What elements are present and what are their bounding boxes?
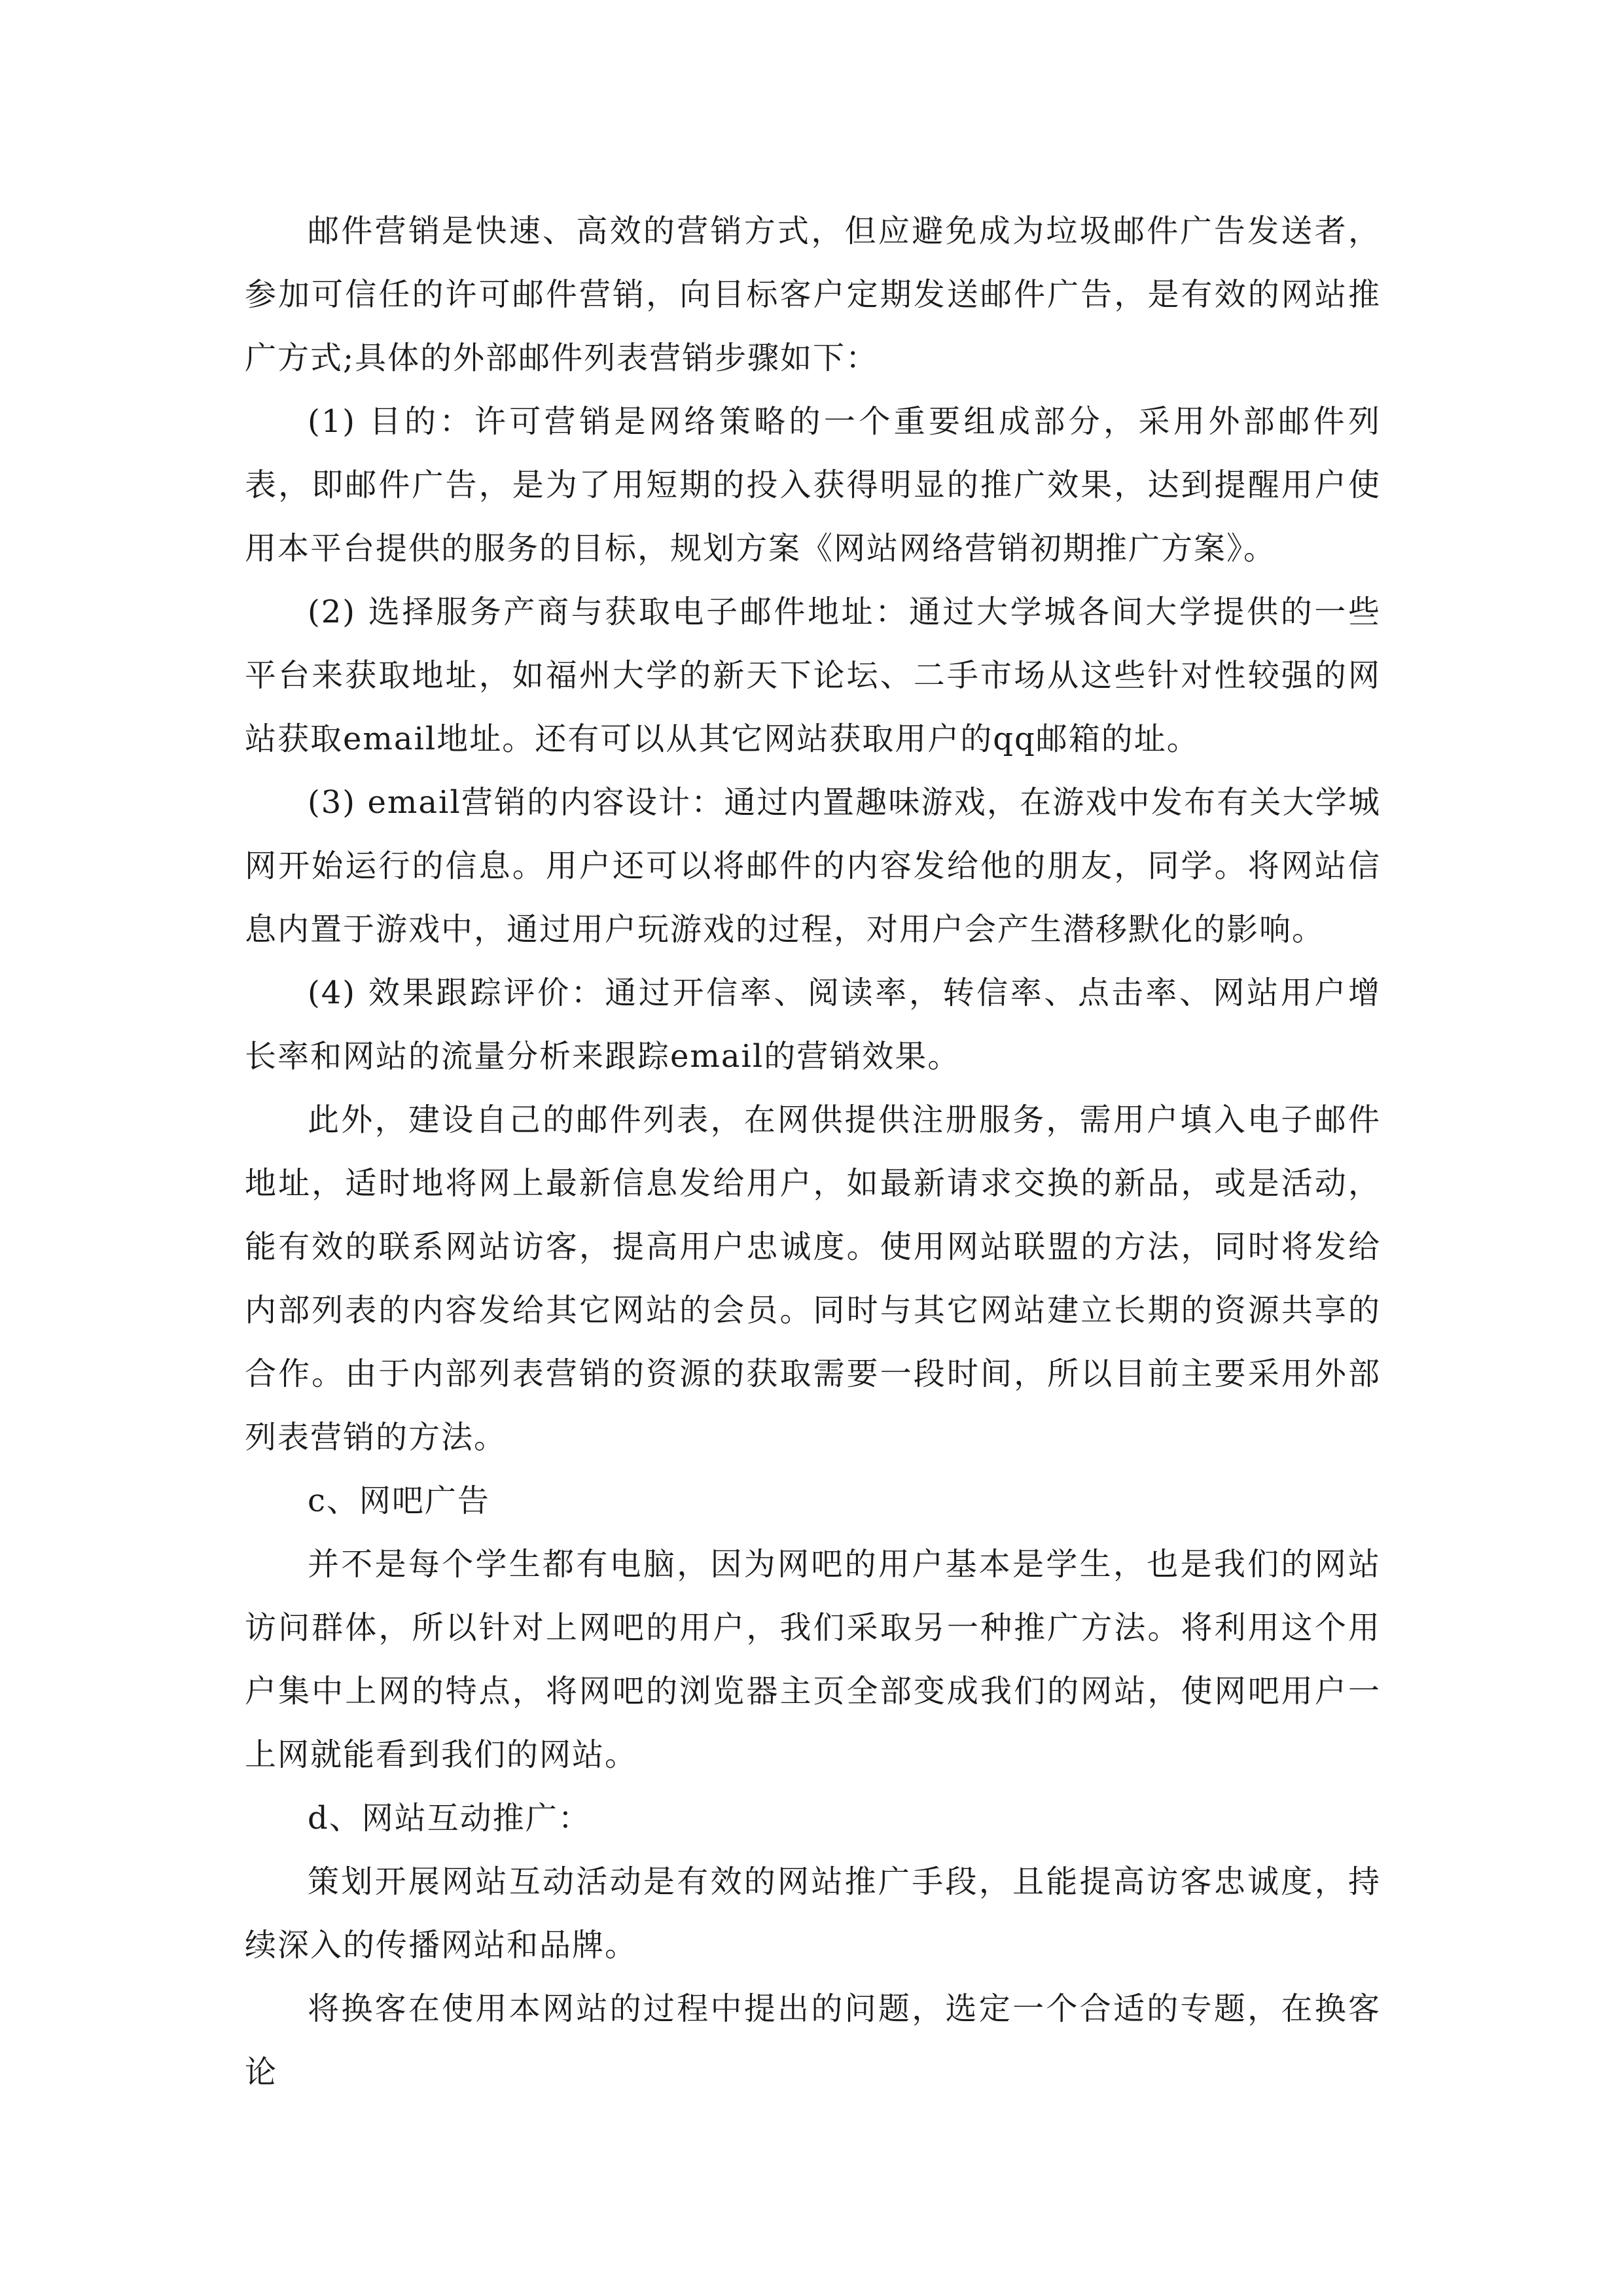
paragraph-step-3-content-design: (3) email营销的内容设计：通过内置趣味游戏，在游戏中发布有关大学城网开始运行的信息。用户还可以将邮件的内容发给他的朋友，同学。将网站信息内置于游戏中，通过用户玩游戏的过程，对用户会产生潜移默化的影响。 — [245, 784, 1381, 948]
paragraph-internet-cafe-ads: 并不是每个学生都有电脑，因为网吧的用户基本是学生，也是我们的网站访问群体，所以针对上网吧的用户，我们采取另一种推广方法。将利用这个用户集中上网的特点，将网吧的浏览器主页全部变成我们的网站，使网吧用户一上网就能看到我们的网站。 — [245, 1546, 1381, 1773]
paragraph-step-2-provider: (2) 选择服务产商与获取电子邮件地址：通过大学城各间大学提供的一些平台来获取地址，如福州大学的新天下论坛、二手市场从这些针对性较强的网站获取email地址。还有可以从其它网站获取用户的qq邮箱的址。 — [245, 594, 1381, 757]
paragraph-interactive-promotion: 策划开展网站互动活动是有效的网站推广手段，且能提高访客忠诚度，持续深入的传播网站和品牌。 — [245, 1863, 1381, 1964]
paragraph-step-4-tracking: (4) 效果跟踪评价：通过开信率、阅读率，转信率、点击率、网站用户增长率和网站的流量分析来跟踪email的营销效果。 — [245, 975, 1381, 1075]
paragraph-forum-topics: 将换客在使用本网站的过程中提出的问题，选定一个合适的专题，在换客论 — [245, 1990, 1381, 2090]
paragraph-internal-mailing-list: 此外，建设自己的邮件列表，在网供提供注册服务，需用户填入电子邮件地址，适时地将网上最新信息发给用户，如最新请求交换的新品，或是活动，能有效的联系网站访客，提高用户忠诚度。使用网站联盟的方法，同时将发给内部列表的内容发给其它网站的会员。同时与其它网站建立长期的资源共享的合作。由于内部列表营销的资源的获取需要一段时间，所以目前主要采用外部列表营销的方法。 — [245, 1102, 1381, 1456]
section-heading-internet-cafe-ads: c、网吧广告 — [308, 1482, 490, 1519]
document-body — [245, 200, 1381, 2104]
paragraph-step-1-goal: (1) 目的：许可营销是网络策略的一个重要组成部分，采用外部邮件列表，即邮件广告，是为了用短期的投入获得明显的推广效果，达到提醒用户使用本平台提供的服务的目标，规划方案《网站网络营销初期推广方案》。 — [245, 403, 1381, 567]
section-heading-interactive-promotion: d、网站互动推广： — [308, 1800, 591, 1837]
paragraph-email-marketing-intro: 邮件营销是快速、高效的营销方式，但应避免成为垃圾邮件广告发送者，参加可信任的许可邮件营销，向目标客户定期发送邮件广告，是有效的网站推广方式;具体的外部邮件列表营销步骤如下： — [245, 213, 1381, 376]
